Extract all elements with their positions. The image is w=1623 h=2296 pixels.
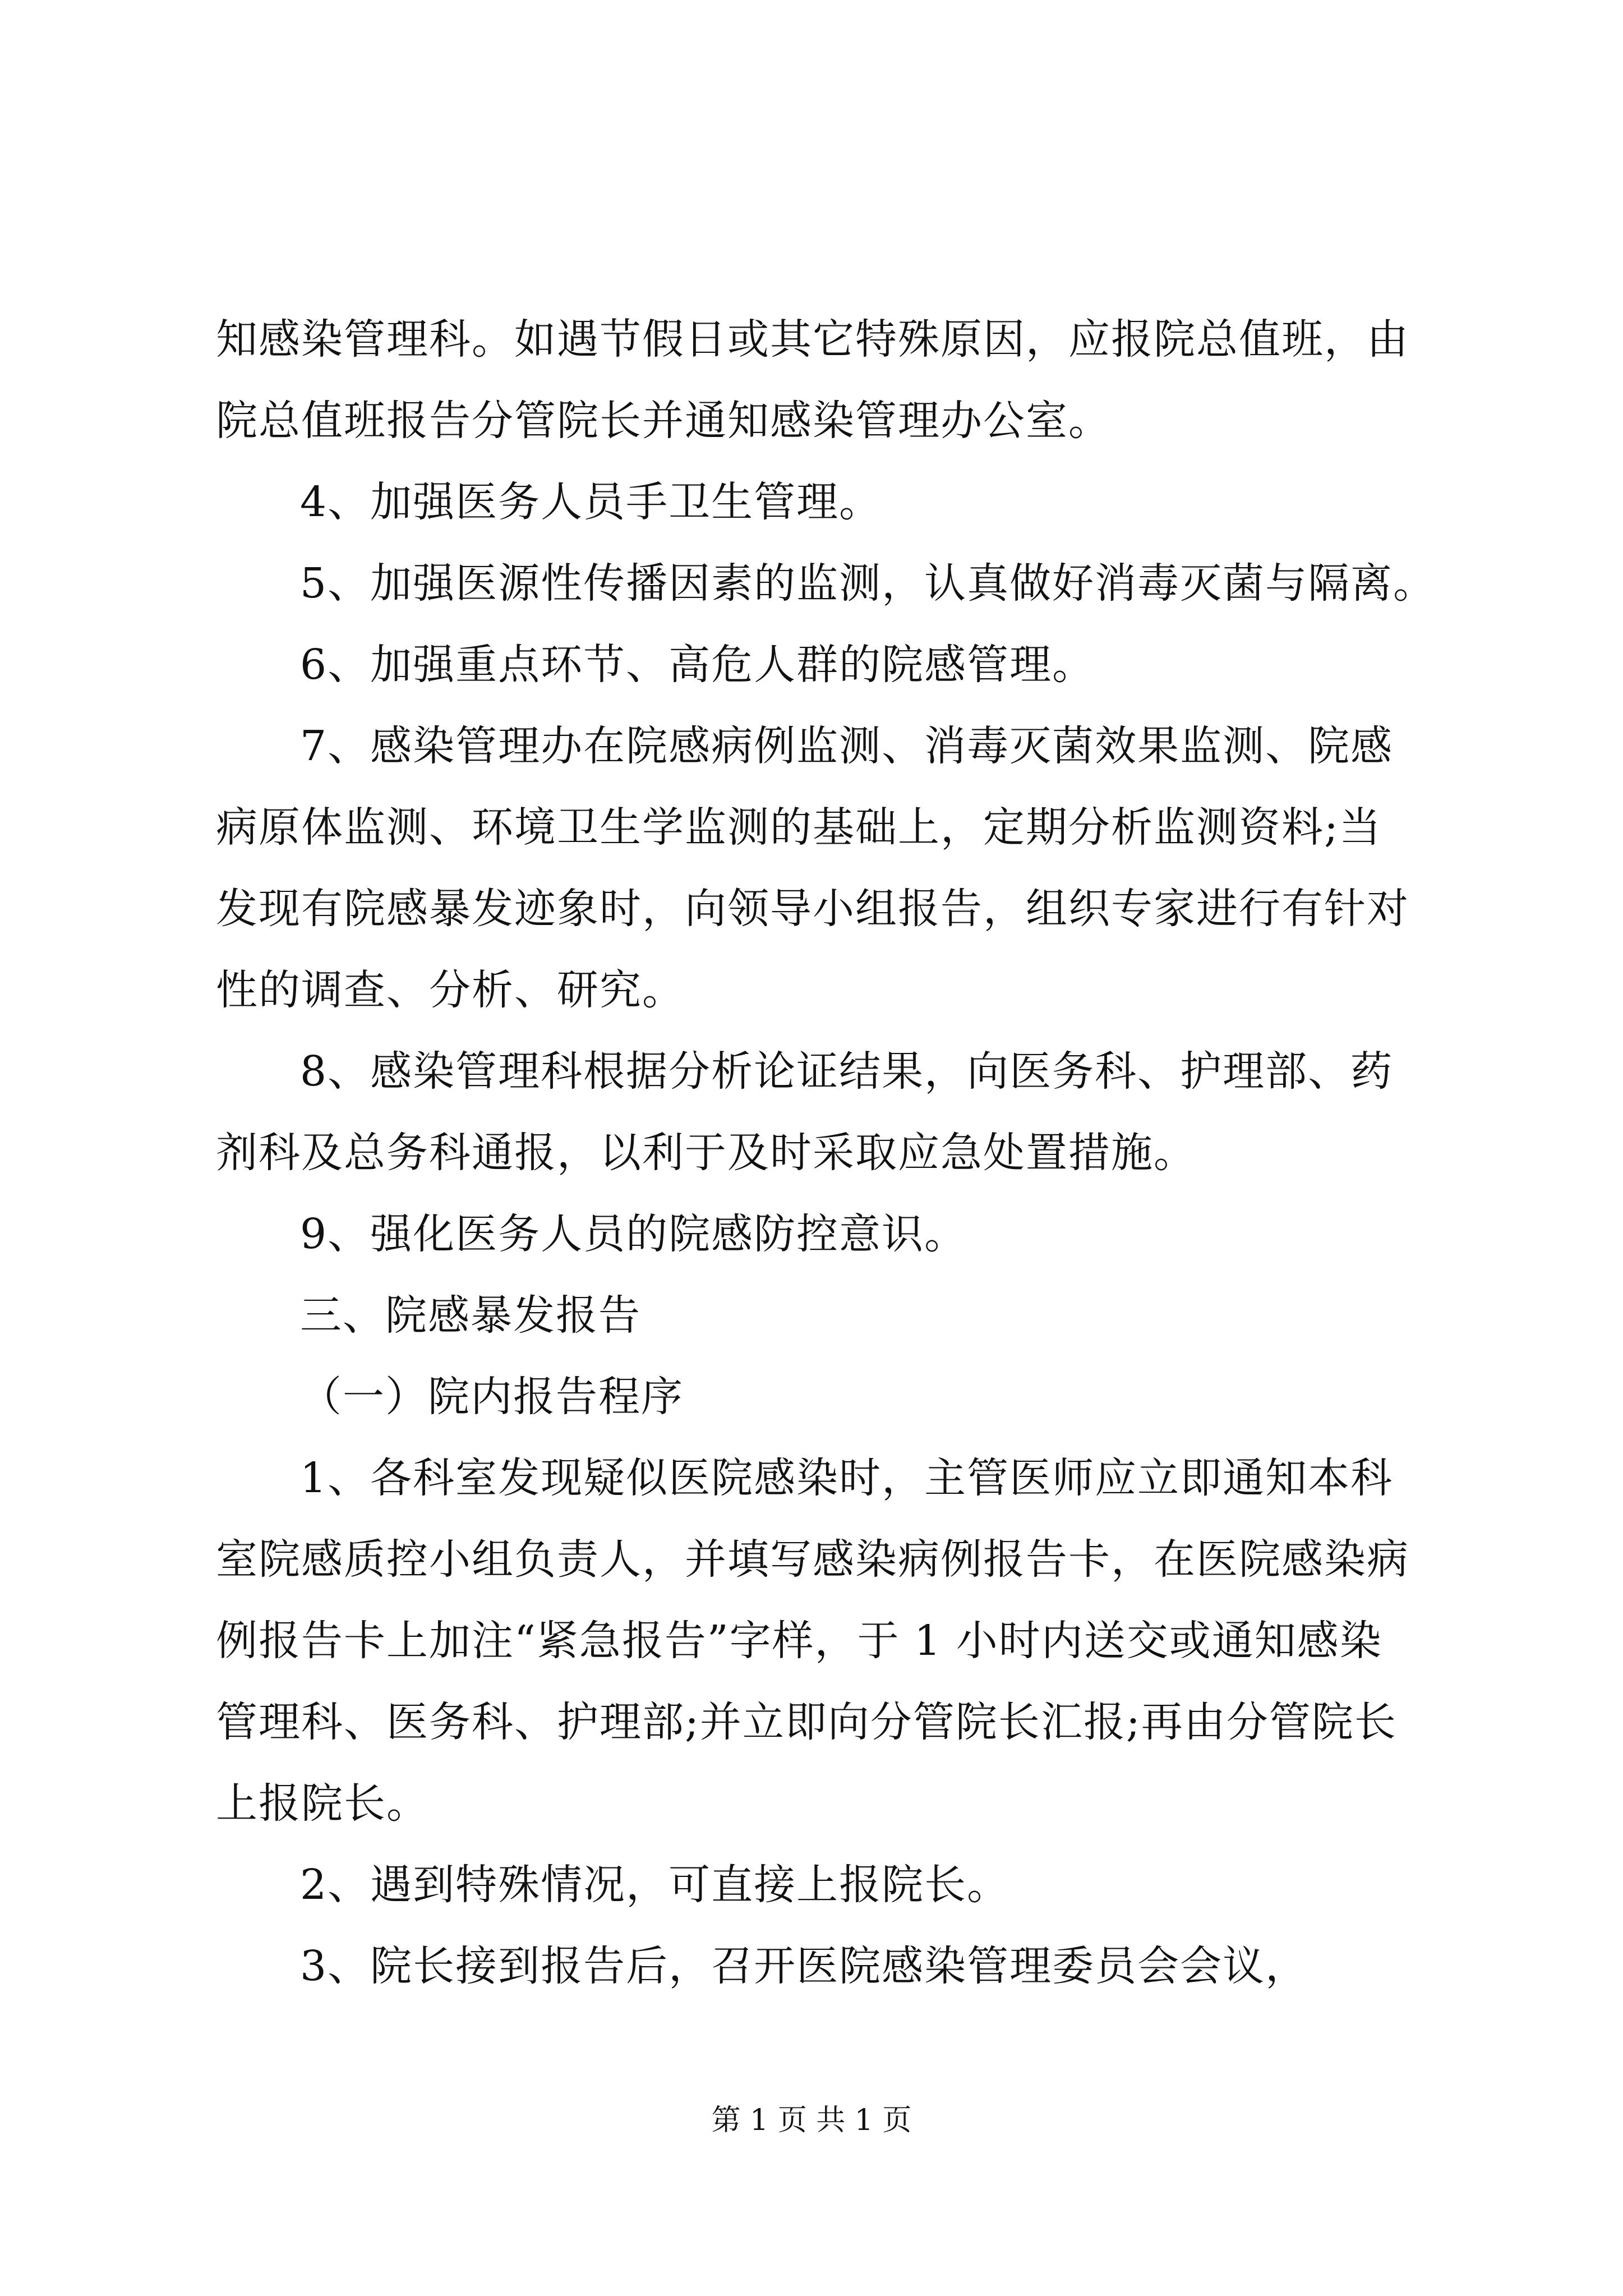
text-line: 7、感染管理办在院感病例监测、消毒灭菌效果监测、院感	[300, 722, 1394, 770]
text-line: 8、感染管理科根据分析论证结果，向医务科、护理部、药	[300, 1047, 1394, 1096]
text-line: 院总值班报告分管院长并通知感染管理办公室。	[216, 397, 1111, 445]
text-line: 1、各科室发现疑似医院感染时，主管医师应立即通知本科	[300, 1454, 1394, 1502]
text-line: 上报院长。	[216, 1779, 429, 1828]
text-line: 5、加强医源性传播因素的监测，认真做好消毒灭菌与隔离。	[300, 559, 1436, 608]
text-line: 病原体监测、环境卫生学监测的基础上，定期分析监测资料;当	[216, 803, 1382, 852]
text-line: 剂科及总务科通报，以利于及时采取应急处置措施。	[216, 1129, 1196, 1177]
page-footer: 第 1 页 共 1 页	[711, 2104, 912, 2137]
text-line: 知感染管理科。如遇节假日或其它特殊原因，应报院总值班，由	[216, 315, 1409, 364]
text-line: 管理科、医务科、护理部;并立即向分管院长汇报;再由分管院长	[216, 1698, 1397, 1746]
text-line: 9、强化医务人员的院感防控意识。	[300, 1210, 967, 1258]
section-heading: 三、院感暴发报告	[300, 1291, 641, 1340]
text-line: 4、加强医务人员手卫生管理。	[300, 478, 882, 526]
subsection-heading: （一）院内报告程序	[300, 1373, 684, 1421]
text-line: 例报告卡上加注“紧急报告”字样，于 1 小时内送交或通知感染	[216, 1617, 1382, 1665]
text-line: 发现有院感暴发迹象时，向领导小组报告，组织专家进行有针对	[216, 885, 1409, 933]
text-line: 3、院长接到报告后，召开医院感染管理委员会会议，	[300, 1942, 1308, 1990]
text-line: 2、遇到特殊情况，可直接上报院长。	[300, 1861, 1010, 1909]
text-line: 6、加强重点环节、高危人群的院感管理。	[300, 641, 1095, 689]
text-line: 性的调查、分析、研究。	[216, 966, 685, 1014]
text-line: 室院感质控小组负责人，并填写感染病例报告卡，在医院感染病	[216, 1535, 1409, 1584]
